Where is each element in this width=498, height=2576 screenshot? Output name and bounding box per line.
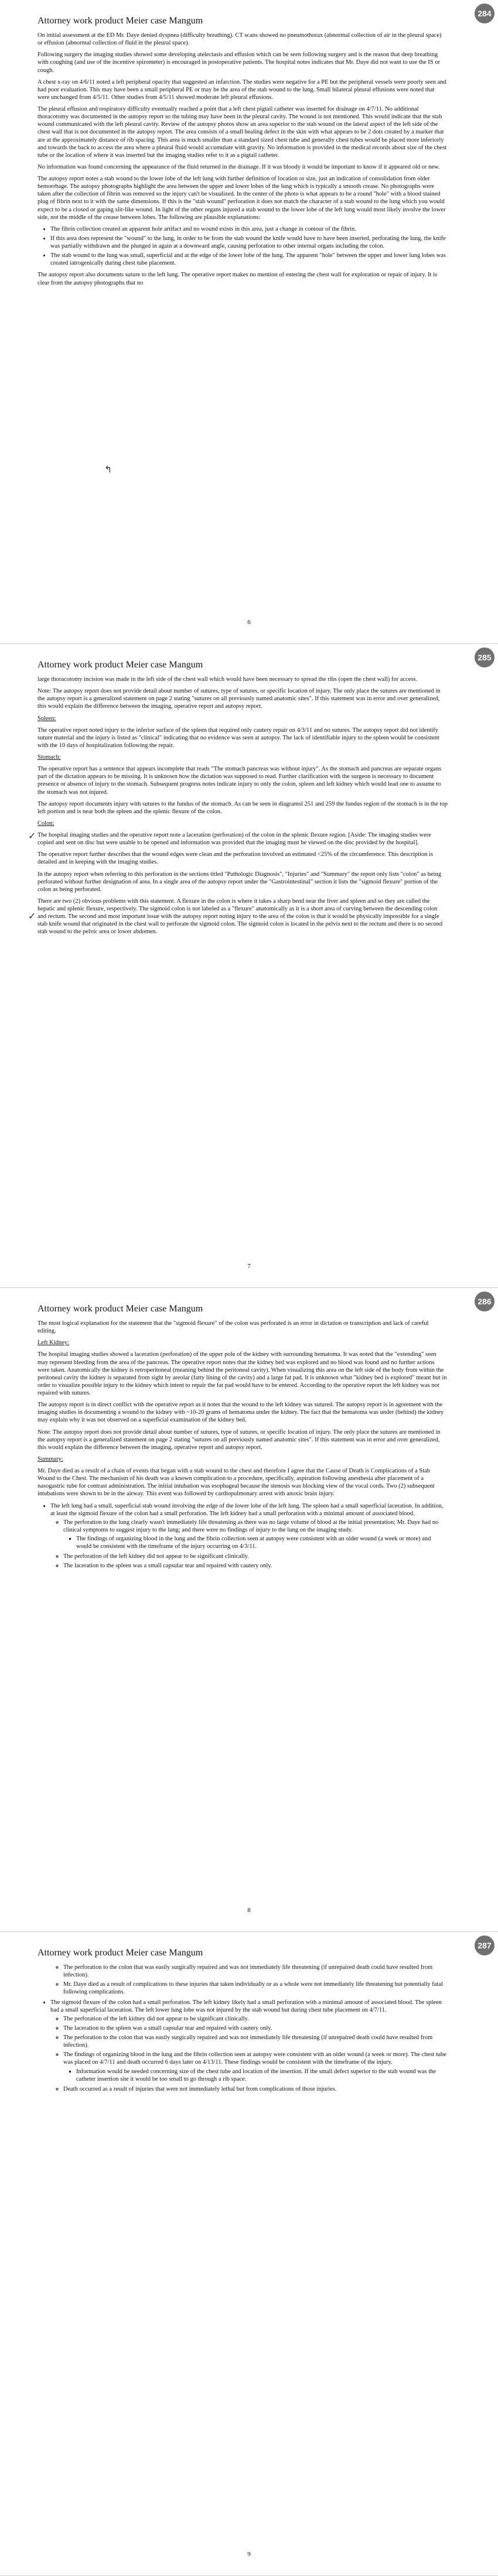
paragraph: On initial assessment at the ED Mr. Daye denied dyspnea (difficulty breathing). CT scans showed no pneumothorax (abnormal collection of air in the pleural space) or effusion (abnormal collection of fluid in the pleural space). — [37, 32, 442, 47]
list-item-text: The perforation to the lung clearly wasn't immediately life threatening as there was no large volume of blood at the initial presentation; Mr. Daye had no clinical symptoms to suggest injury to the lung; and there were no findings of injury to the lung on the imaging study. — [63, 1519, 439, 1533]
list-item — [76, 1535, 448, 1550]
list-item — [50, 225, 448, 233]
paragraph: The operative report noted injury to the inferior surface of the spleen that required only cautery repair on 4/3/11 and no sutures. The autopsy report did not identify suture material and the injury is listed as "clinical" indicating that no evidence was seen at autopsy. The lack of identifiable injury to the spleen would be consistent with the 10 days of hospitalization following the repair. — [37, 727, 439, 749]
bullet-list — [50, 1964, 448, 1996]
list-item-text: The laceration to the spleen was a small capsular tear and repaired with cautery only. — [63, 1563, 272, 1570]
document-page — [0, 0, 498, 644]
page-header: Attorney work product Meier case Mangum — [37, 1304, 203, 1314]
list-item-text: Death occurred as a result of injuries that were not immediately lethal but from complications of those injuries. — [63, 2085, 337, 2092]
bullet-list — [63, 2068, 448, 2083]
paragraph: In the autopsy report when referring to this perforation in the sections titled "Pathologic Diagnosis", "Injuries" and "Summary" the report only lists "colon" as being perforated without further designation of area. In a single area of the autopsy report under the "Gastrointestinal" section it lists the "sigmoid flexure" portion of the colon as being perforated. — [37, 871, 441, 893]
paragraph: Following surgery the imaging studies showed some developing atelectasis and effusion which can be seen following surgery and is the reason that deep breathing with coughing (and use of the incentive spirometer) is encouraged in postoperative patients. The hospital notes indicates that Mr. Daye did not want to use the IS or cough. — [37, 52, 441, 74]
list-item-text: The perforation to the colon that was easily surgically repaired and was not immediately life threatening (if unrepaired death could have resulted from infection). — [63, 2034, 433, 2049]
section-heading: Summary: — [37, 1455, 63, 1462]
handwritten-check-icon: ✓ — [28, 910, 36, 922]
list-item-text: The stab wound to the lung was small, superficial and at the edge of the lower lobe of the lung. The apparent "hole" between the upper and lower lung lobes was created iatrogenically during chest tube placement. — [50, 252, 446, 267]
list-item — [63, 1981, 448, 1996]
paragraph: The autopsy report also documents suture to the left lung. The operative report makes no mention of entering the chest wall for exploration or repair of injury. It is clear from the autopsy photographs that no — [37, 272, 438, 286]
list-item — [63, 1964, 448, 1979]
handwritten-check-icon: ✓ — [28, 830, 36, 841]
page-badge: 286 — [475, 1292, 494, 1311]
paragraph: Mr. Daye died as a result of a chain of events that began with a stab wound to the chest and therefore I agree that the Cause of Death is Complications of a Stab Wound to the Chest. The mechanism of his death was a known complication to a procedure, specifically, aspiration following anesthesia after placement of a nasogastric tube for contrast administration. The initial intubation was esophageal because the stenosis was blocking view of the vocal cords. Two (2) subsequent intubations were shown to be in the airway. This event was followed by cardiopulmonary arrest with anoxic brain injury. — [37, 1468, 435, 1498]
list-item — [63, 1519, 448, 1551]
paragraph: The hospital imaging studies and the operative report note a laceration (perforation) of the colon in the splenic flexure region. [Aside: The imaging studies were copied and sent on disc but were unable to be opened and information was provided that the imaging must be viewed on the disc provided by the hospital]. — [37, 832, 431, 847]
section-heading: Left Kidney: — [37, 1340, 69, 1347]
list-item — [63, 2034, 448, 2049]
section-heading: Stomach: — [37, 754, 61, 761]
bullet-list — [50, 1519, 448, 1570]
page-header: Attorney work product Meier case Mangum — [37, 1948, 203, 1958]
paragraph: Note: The autopsy report does not provide detail about number of sutures, type of sutures, or specific location of injury. The only place the sutures are mentioned in the autopsy report is a generalized statement on page 2 stating "sutures on all previously named anatomic sites". If this statement was in error and over generalized, this would explain the difference between the imaging, operative report and autopsy report. — [37, 688, 441, 710]
list-item — [63, 2015, 448, 2023]
list-item-text: The perforation to the colon that was easily surgically repaired and was not immediately life threatening (if unrepaired death could have resulted from infection). — [63, 1964, 433, 1979]
bullet-list — [37, 1964, 448, 2093]
list-item-text: The laceration to the spleen was a small capsular tear and repaired with cautery only. — [63, 2025, 272, 2032]
page-header: Attorney work product Meier case Mangum — [37, 660, 203, 670]
list-item-text: Mr. Daye died as a result of complications to these injuries that taken individually or as a whole were not immediately life threatening but potentially fatal following complications. — [63, 1981, 443, 1996]
document-page — [0, 644, 498, 1288]
list-item — [50, 252, 448, 267]
list-item-text: The perforation of the left kidney did not appear to be significant clinically. — [63, 1553, 249, 1560]
list-item — [50, 1502, 448, 1570]
list-item — [63, 2085, 448, 2093]
paragraph: The hospital imaging studies showed a laceration (perforation) of the upper pole of the kidney with surrounding hematoma. It was noted that the "extending" seen may represent bleeding from the area of the pancreas. The operative report notes that the kidney bed was explored and no blood was found and no further actions were taken. Anatomically the kidney is retroperitoneal (meaning behind the peritoneal cavity). When visualizing this area on the left side of the body from within the peritoneal cavity the kidney is separated from sight by areolar (fatty lining of the cavity) and a large fat pad. It is unknown what "kidney bed is explored" meant but in order to visualize possible injury to the kidney which intent to repair the fat pad would have to be entered. According to the operative report the left kidney was not repaired with sutures. — [37, 1351, 447, 1396]
list-item-text: If this area does represent the "wound" to the lung, in order to be from the stab wound the knife would have to have been inserted, perforating the lung, the knife was partially withdrawn and the plunged in again at a downward angle, causing perforation to other internal organs including the colon. — [50, 235, 446, 249]
list-item-text: Information would be needed concerning size of the chest tube and location of the insertion. If the small defect superior to the stab wound was the catheter insertion site it would be too small to go through a rib space. — [76, 2068, 436, 2082]
paragraph: The autopsy report documents injury with sutures to the fundus of the stomach. As can be seen in diagramsl 251 and 259 the fundus region of the stomach is in the top left portion and is near both the spleen and the splenic flexure of the colon. — [37, 800, 448, 815]
bullet-list — [50, 2015, 448, 2093]
page-content — [37, 1947, 448, 2097]
paragraph: large thoracotomy incision was made in the left side of the chest wall which would have been necessary to spread the ribs (open the chest wall) for access. — [37, 676, 418, 683]
paragraph: A chest x-ray on 4/6/11 noted a left peripheral opacity that suggested an infarction. The studies were negative for a PE but the peripheral vessels were poorly seen and had poor evaluation. This may have been a small peripheral PE or may be the area of the stab wound to the lung. Small bilateral pleural effusions were noted that were unchanged from 4/5/11. Other studies from 4/5/11 showed moderate left pleural effusions. — [37, 78, 446, 101]
paragraph: The most logical explanation for the statement that the "sigmoid flexure" of the colon was perforated is an error in dictation or transcription and lack of careful editing. — [37, 1320, 429, 1335]
list-item — [63, 2051, 448, 2083]
page-header: Attorney work product Meier case Mangum — [37, 16, 203, 26]
list-item — [50, 1999, 448, 2093]
list-item-text: The left lung had a small, superficial stab wound involving the edge of the lower lobe of the left lung. The spleen had a small superficial laceration. In addition, at least the sigmoid flexure of the colon had a small perforation. The left kidney had a small perforation with a minimal amount of associated blood. — [50, 1502, 444, 1517]
list-item-text: The findings of organizing blood in the lung and the fibrin collection seen at autopsy were consistent with an older wound (a week or more) and would be consistent with the timeframe of the injury occurring on 4/3/11. — [76, 1536, 431, 1550]
bullet-list — [37, 1502, 448, 1570]
paragraph: The operative report has a sentence that appears incomplete that reads "The stomach pancreas was without injury". As the stomach and pancreas are separate organs part of the dictation appears to be missing. It is unknown how the dictation was supposed to read. Further clarification with the surgeon is necessary to document presence or absence of injury to the stomach. Subsequent progress notes indicate injury to only the colon, spleen and left kidney which would lead one to assume to the stomach was not injured. — [37, 766, 442, 796]
list-item-text: The findings of organizing blood in the lung and the fibrin collection seen at autopsy were consistent with an older wound (a week or more). The chest tube was placed on 4/7/11 and death occurred 6 days later on 4/13/11. These findings would be consistent with the timeframe of the injury. — [63, 2051, 446, 2066]
page-number: 9 — [247, 2551, 251, 2558]
list-item — [63, 1553, 448, 1560]
bullet-list — [37, 225, 448, 268]
list-item-text: The fibrin collection created an apparent hole artifact and no wound exists in this area, just a change in contour of the fibrin. — [50, 225, 356, 232]
bullet-list — [63, 1535, 448, 1550]
document-page — [0, 1288, 498, 1932]
page-content — [37, 659, 448, 940]
page-number: 8 — [247, 1907, 251, 1914]
document-page — [0, 1932, 498, 2576]
paragraph: No information was found concerning the appearance of the fluid returned in the drainage. If it was bloody it would be important to know if it appeared old or new. — [37, 163, 440, 170]
page-badge: 284 — [475, 4, 494, 23]
list-item — [50, 1964, 448, 1996]
page-number: 7 — [247, 1263, 251, 1270]
list-item — [63, 2025, 448, 2032]
paragraph: Note: The autopsy report does not provide detail about number of sutures, type of sutures, or specific location of injury. The only place the sutures are mentioned in the autopsy report is a generalized statement on page 2 stating "sutures on all previously named anatomic sites". If this statement was in error and over generalized, this would explain the difference between the imaging, operative report and autopsy report. — [37, 1429, 441, 1451]
list-item-text: The sigmoid flexure of the colon had a small perforation. The left kidney likely had a small perforation with a minimal amount of associated blood. The spleen had a small superficial laceration. The left lower lung lobe was not injured by the stab wound but during chest tube placement on 4/7/11. — [50, 1999, 442, 2013]
list-item — [63, 1562, 448, 1570]
paragraph: There are two (2) obvious problems with this statement. A flexure in the colon is where it takes a sharp bend near the liver and spleen and so they are called the hepatic and splenic flexure, respectively. The sigmoid colon is not labeled as a "flexure" anatomically as it is a short area of curving between the descending colon and rectum. The second and most important issue with the autopsy report noting injury to the area of the colon is that it would be physically impossible for a single stab knife wound that originated in the chest wall to perforate the sigmoid colon. The sigmoid colon is located in the pelvis next to the rectum and there is no second stab wound to the pelvic area or lower abdomen. — [37, 898, 443, 936]
page-content — [37, 1303, 448, 1574]
page-badge: 287 — [475, 1936, 494, 1955]
list-item — [50, 235, 448, 250]
paragraph: The operative report further describes that the wound edges were clean and the perforation involved an estimated <25% of the circumference. This description is detailed and in keeping with the imaging studies. — [37, 851, 434, 866]
page-number: 6 — [247, 619, 251, 626]
paragraph: The autopsy report notes a stab wound to the lower lobe of the left lung with further definition of location or size, just an indication of consolidation from older hemorrhage. The autopsy photographs highlight the area between the upper and lower lobes of the lung which is typically a smooth crease. No photographs were taken after the collection of fibrin was removed so the injury can't be visualized. In the center of the photo is what appears to be a round "hole" with a blood stained plug of fibrin next to it with the same dimensions. If this is the "stab wound" perforation it does not match the character of a stab wound to the lung which you would expect to be a closed or gaping slit-like wound. In light of the other organs injured a stab wound to the lower lobe of the left lung would most likely involve the lower side, not the middle of the crease between lobes. The following are plausible explanations: — [37, 176, 446, 221]
section-heading: Spleen: — [37, 715, 56, 722]
list-item — [76, 2068, 448, 2083]
page-badge: 285 — [475, 648, 494, 667]
paragraph: The autopsy report is in direct conflict with the operative report as it notes that the wound to the left kidney was sutured. The autopsy report is in agreement with the imaging studies in documenting a wound to the kidney with ~10-20 grams of hematoma under the kidney. The fact that the hematoma was under (behind) the kidney may explain why it was not observed on a superficial examination of the kidney bed. — [37, 1402, 444, 1424]
page-content — [37, 15, 448, 291]
handwritten-mark-icon: ↰ — [104, 464, 112, 475]
list-item-text: The perforation of the left kidney did not appear to be significant clinically. — [63, 2015, 249, 2022]
section-heading: Colon: — [37, 820, 54, 827]
paragraph: The pleural effusion and respiratory difficulty eventually reached a point that a left chest pigtail catheter was inserted for drainage on 4/7/11. No additional thoracotomy was documented in the autopsy report so the tubing may have been in the pleural cavity. The wound is not mentioned. This would indicate that the stab wound communicated with the left pleural cavity. Review of the autopsy photos show an area superior to the stab wound on the lateral aspect of the left side of the chest wall that is not documented in the autopsy report. The area consists of a small healing defect in the skin with what appears to be 2 dots created by a marker that are at the approximately distance of rib spacing. This area is much smaller than a standard sized chest tube and generally chest tubes would be placed more inferiorly and towards the back to access the area where a pleural fluid would accumulate with gravity. No information is provided in the medical records about size of the chest tube or the location of where it was inserted but the imaging studies refer to it as a pigtail catheter. — [37, 106, 447, 159]
